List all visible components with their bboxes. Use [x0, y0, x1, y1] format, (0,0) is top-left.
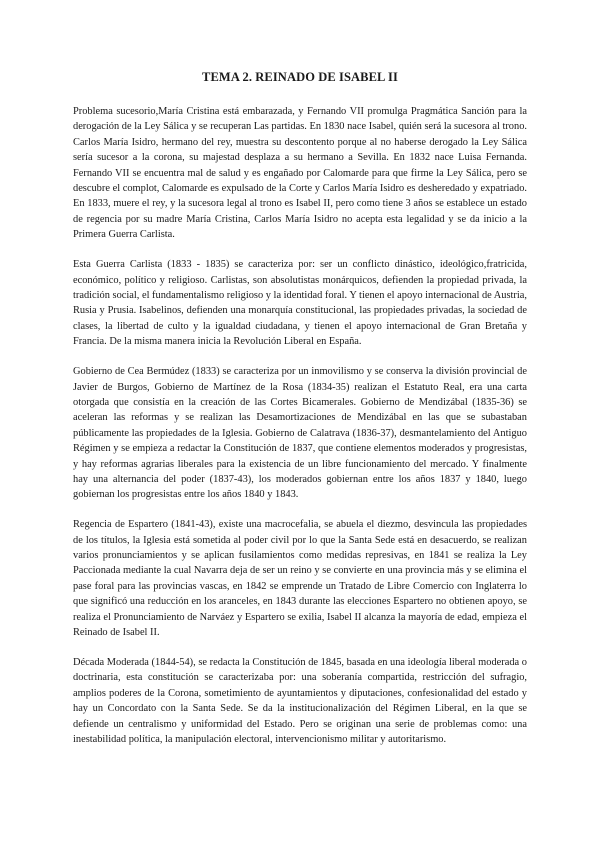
paragraph-sucesion: Problema sucesorio,María Cristina está embarazada, y Fernando VII promulga Pragmática Sanción para la derogación de la Ley Sálica y se recuperan Las partidas. En 1830 nace Isabel, quién será la sucesora al trono. Carlos María Isidro, hermano del rey, muestra su descontento porque al no haberse derogado la Ley Sálica sería sucesor a la corona, su majestad desplaza a su hermano a Sevilla. En 1832 nace Luisa Fernanda. Fernando VII se encuentra mal de salud y es engañado por Calomarde para que firme la Ley Sálica, pero se descubre el complot, Calomarde es expulsado de la Corte y Carlos María Isidro es desheredado y expatriado. En 1833, muere el rey, y la sucesora legal al trono es Isabel II, pero como tiene 3 años se establece un estado de regencia por su madre María Cristina, Carlos María Isidro no acepta esta legalidad y se da inicio a la Primera Guerra Carlista. [73, 106, 527, 241]
paragraph-decada-moderada: Década Moderada (1844-54), se redacta la Constitución de 1845, basada en una ideología liberal moderada o doctrinaria, esta constitución se caracterizaba por: una soberanía compartida, restricción del sufragio, amplios poderes de la Corona, sometimiento de ayuntamientos y diputaciones, confesionalidad del estado y hay un Concordato con la Santa Sede. Se da la institucionalización del Régimen Liberal, en la que se defiende un centralismo y uniformidad del Estado. Pero se originan una serie de problemas como: una inestabilidad política, la manipulación electoral, intervencionismo militar y autoritarismo. [73, 657, 527, 746]
paragraph-guerra-carlista: Esta Guerra Carlista (1833 - 1835) se caracteriza por: ser un conflicto dinástico, ideológico,fratricida, económico, político y religioso. Carlistas, son absolutistas monárquicos, defienden la propiedad privada, la tradición social, el fundamentalismo religioso y la identidad foral. Y tienen el apoyo internacional de Austria, Rusia y Prusia. Isabelinos, defienden una monarquía constitucional, las propiedades privadas, la sociedad de clases, la libertad de culto y la igualdad ciudadana, y tienen el apoyo internacional de Gran Bretaña y Francia. De la misma manera inicia la Revolución Liberal en España. [73, 259, 527, 348]
paragraph-regencia-espartero: Regencia de Espartero (1841-43), existe una macrocefalia, se abuela el diezmo, desvincula las propiedades de los títulos, la Iglesia está sometida al poder civil por lo que la Santa Sede está en desacuerdo, se realizan varios pronunciamientos y se aplican fusilamientos como medidas represivas, en 1841 se realiza la Ley Paccionada mediante la cual Navarra deja de ser un reino y se convierte en una provincia más y se elimina el pase foral para las provincias vascas, en 1842 se emprende un Tratado de Libre Comercio con Inglaterra lo que significó una reducción en los aranceles, en 1843 durante las elecciones Espartero no obtienen apoyo, se realiza el Pronunciamiento de Narváez y Espartero se exilia, Isabel II alcanza la mayoría de edad, empieza el Reinado de Isabel II. [73, 519, 527, 639]
document-page [73, 70, 527, 762]
document-title: TEMA 2. REINADO DE ISABEL II [202, 70, 398, 84]
paragraph-gobiernos: Gobierno de Cea Bermúdez (1833) se caracteriza por un inmovilismo y se conserva la división provincial de Javier de Burgos, Gobierno de Martínez de la Rosa (1834-35) realizan el Estatuto Real, era una carta otorgada que consistía en la creación de las Cortes Bicamerales. Gobierno de Mendizábal (1835-36) se aceleran las reformas y se realizan las Desamortizaciones de Mendizábal en las que se subastaban públicamente las propiedades de la Iglesia. Gobierno de Calatrava (1836-37), desmantelamiento del Antiguo Régimen y se empieza a redactar la Constitución de 1837, que contiene elementos moderados y progresistas, y hay reformas agrarias liberales para la existencia de un libre funcionamiento del mercado. Y finalmente hay una alternancia del poder (1837-43), los moderados gobiernan entre los años 1837 y 1840, luego gobiernan los progresistas entre los años 1840 y 1843. [73, 366, 527, 501]
